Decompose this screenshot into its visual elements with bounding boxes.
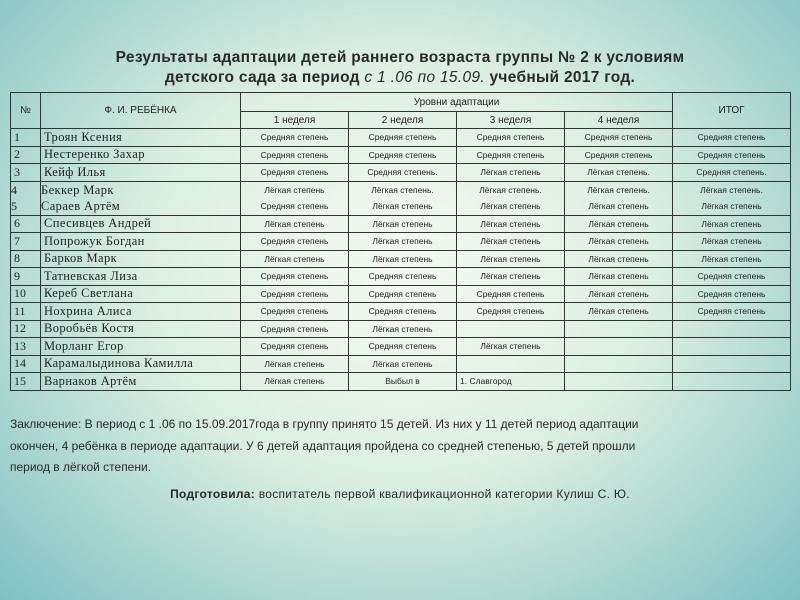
row-number: 11 (11, 303, 41, 321)
child-name: Кейф Илья (41, 164, 241, 182)
prepared-by-text: воспитатель первой квалификационной категории Кулиш С. Ю. (255, 487, 630, 501)
title-line-2-part-c: учебный 2017 год. (484, 69, 636, 86)
total-cell-pair (673, 181, 791, 215)
table-row (11, 303, 791, 321)
week-1-cell: Средняя степень (260, 201, 329, 211)
child-name: Кереб Светлана (41, 285, 241, 303)
week-3-cell: Лёгкая степень. (479, 184, 542, 195)
title-line-2 (0, 68, 800, 88)
week-1-cell: Средняя степень (241, 233, 349, 251)
table-row (11, 146, 791, 164)
week-2-cell: Лёгкая степень (349, 355, 457, 373)
week-4-cell (565, 373, 673, 391)
table-row (11, 250, 791, 268)
week-1-cell: Лёгкая степень (264, 184, 325, 195)
week-3-cell (457, 320, 565, 338)
week-4-cell (565, 355, 673, 373)
week-3-cell: Средняя степень (457, 303, 565, 321)
week-2-cell: Средняя степень (349, 129, 457, 147)
week-2-cell: Средняя степень (349, 303, 457, 321)
week-1-cell: Средняя степень (241, 303, 349, 321)
child-name: Нохрина Алиса (41, 303, 241, 321)
week-2-cell: Выбыл в (349, 373, 457, 391)
total-cell (673, 338, 791, 356)
week-1-cell: Средняя степень (241, 164, 349, 182)
week-2-cell: Средняя степень. (349, 164, 457, 182)
total-cell (673, 320, 791, 338)
total-cell: Средняя степень (673, 303, 791, 321)
week-4-cell: Лёгкая степень (565, 285, 673, 303)
total-cell: Средняя степень (673, 129, 791, 147)
week-4-cell: Лёгкая степень (565, 250, 673, 268)
week-1-cell: Лёгкая степень (241, 250, 349, 268)
week-2-cell: Средняя степень (349, 146, 457, 164)
week-2-cell: Средняя степень (349, 285, 457, 303)
row-number: 9 (11, 268, 41, 286)
week-4-cell-pair (565, 181, 673, 215)
child-name: Попрожук Богдан (41, 233, 241, 251)
row-number: 12 (11, 320, 41, 338)
conclusion-line-3: период в лёгкой степени. (10, 460, 152, 474)
child-name: Троян Ксения (41, 129, 241, 147)
week-3-cell: Лёгкая степень (457, 268, 565, 286)
header-total: ИТОГ (673, 93, 791, 129)
week-2-cell: Средняя степень (349, 268, 457, 286)
week-2-cell-pair (349, 181, 457, 215)
table-row-merged (11, 181, 791, 215)
table-row (11, 355, 791, 373)
table-row (11, 268, 791, 286)
total-cell: Средняя степень (673, 268, 791, 286)
header-adaptation-levels: Уровни адаптации (241, 93, 673, 112)
week-4-cell: Лёгкая степень. (587, 184, 650, 195)
total-cell (673, 355, 791, 373)
total-cell: Лёгкая степень (673, 250, 791, 268)
row-number: 7 (11, 233, 41, 251)
row-number: 2 (11, 146, 41, 164)
child-name: Карамалыдинова Камилла (41, 355, 241, 373)
week-1-cell: Средняя степень (241, 320, 349, 338)
header-number: № (11, 93, 41, 129)
table-row (11, 373, 791, 391)
week-3-cell: Лёгкая степень (457, 250, 565, 268)
total-cell: Средняя степень (673, 146, 791, 164)
adaptation-table (10, 92, 791, 391)
week-3-cell: Лёгкая степень (457, 338, 565, 356)
row-number-pair (11, 181, 41, 215)
week-1-cell-pair (241, 181, 349, 215)
child-name: Беккер Марк (41, 182, 114, 197)
child-name: Сараев Артём (41, 199, 121, 213)
title-line-2-part-a: детского сада за период (164, 69, 365, 86)
row-number: 8 (11, 250, 41, 268)
total-cell: Лёгкая степень. (700, 184, 763, 195)
table-row (11, 129, 791, 147)
row-number: 14 (11, 355, 41, 373)
total-cell: Лёгкая степень (701, 201, 762, 211)
row-number: 15 (11, 373, 41, 391)
week-2-cell: Лёгкая степень (349, 233, 457, 251)
header-week-3: 3 неделя (457, 112, 565, 129)
week-1-cell: Лёгкая степень (241, 373, 349, 391)
child-name: Татневская Лиза (41, 268, 241, 286)
total-cell: Средняя степень. (673, 164, 791, 182)
week-2-cell: Лёгкая степень (372, 201, 433, 211)
conclusion-line-2: окончен, 4 ребёнка в периоде адаптации. У 6 детей адаптация пройдена со средней степенью, 5 детей прошли (10, 438, 636, 453)
week-1-cell: Средняя степень (241, 268, 349, 286)
week-2-cell: Лёгкая степень (349, 320, 457, 338)
week-1-cell: Средняя степень (241, 146, 349, 164)
prepared-by-label: Подготовила: (170, 487, 256, 501)
week-2-cell: Лёгкая степень (349, 250, 457, 268)
header-week-1: 1 неделя (241, 112, 349, 129)
total-cell: Средняя степень (673, 285, 791, 303)
row-number: 1 (11, 129, 41, 147)
total-cell: Лёгкая степень (673, 233, 791, 251)
child-name: Барков Марк (41, 250, 241, 268)
week-3-cell-pair (457, 181, 565, 215)
title-period: с 1 .06 по 15.09. (364, 69, 485, 86)
table-row (11, 233, 791, 251)
document-title (0, 48, 800, 88)
table-row (11, 320, 791, 338)
child-name: Нестеренко Захар (41, 146, 241, 164)
week-3-cell: Лёгкая степень (457, 215, 565, 233)
header-child-name: Ф. И. РЕБЁНКА (41, 93, 241, 129)
week-3-cell: Средняя степень (457, 285, 565, 303)
row-number: 3 (11, 164, 41, 182)
week-3-cell: Средняя степень (457, 146, 565, 164)
week-3-cell: Средняя степень (457, 129, 565, 147)
week-3-cell: Лёгкая степень (457, 233, 565, 251)
week-4-cell: Средняя степень (565, 129, 673, 147)
title-line-1: Результаты адаптации детей раннего возраста группы № 2 к условиям (115, 49, 685, 66)
row-number: 6 (11, 215, 41, 233)
week-4-cell: Лёгкая степень (565, 233, 673, 251)
child-name: Спесивцев Андрей (41, 215, 241, 233)
week-3-cell: Лёгкая степень (457, 164, 565, 182)
week-4-cell: Лёгкая степень (565, 303, 673, 321)
conclusion-text (10, 414, 790, 479)
week-1-cell: Средняя степень (241, 285, 349, 303)
week-4-cell: Лёгкая степень (565, 215, 673, 233)
week-3-cell: Лёгкая степень (480, 201, 541, 211)
row-number: 5 (11, 199, 17, 213)
week-1-cell: Средняя степень (241, 129, 349, 147)
week-2-cell: Лёгкая степень (349, 215, 457, 233)
row-number: 4 (11, 182, 17, 197)
week-1-cell: Средняя степень (241, 338, 349, 356)
child-name: Морланг Егор (41, 338, 241, 356)
week-2-cell: Лёгкая степень. (371, 184, 434, 195)
total-cell: Лёгкая степень (673, 215, 791, 233)
week-1-cell: Лёгкая степень (241, 215, 349, 233)
header-week-2: 2 неделя (349, 112, 457, 129)
table-row (11, 164, 791, 182)
week-4-cell: Лёгкая степень (588, 201, 649, 211)
conclusion-line-1: Заключение: В период с 1 .06 по 15.09.2017года в группу принято 15 детей. Из них у 11 детей период адаптации (10, 417, 639, 431)
table-row (11, 215, 791, 233)
header-week-4: 4 неделя (565, 112, 673, 129)
table-row (11, 338, 791, 356)
child-name: Воробьёв Костя (41, 320, 241, 338)
week-2-cell: Средняя степень (349, 338, 457, 356)
week-4-cell: Лёгкая степень. (565, 164, 673, 182)
child-name: Варнаков Артём (41, 373, 241, 391)
week-4-cell: Средняя степень (565, 146, 673, 164)
week-1-cell: Лёгкая степень (241, 355, 349, 373)
week-4-cell (565, 338, 673, 356)
row-number: 10 (11, 285, 41, 303)
table-row (11, 285, 791, 303)
week-3-cell (457, 355, 565, 373)
week-4-cell: Лёгкая степень (565, 268, 673, 286)
row-number: 13 (11, 338, 41, 356)
week-3-cell: 1. Славгород (457, 373, 565, 391)
total-cell (673, 373, 791, 391)
child-name-pair (41, 181, 241, 215)
week-4-cell (565, 320, 673, 338)
prepared-by (0, 487, 800, 501)
